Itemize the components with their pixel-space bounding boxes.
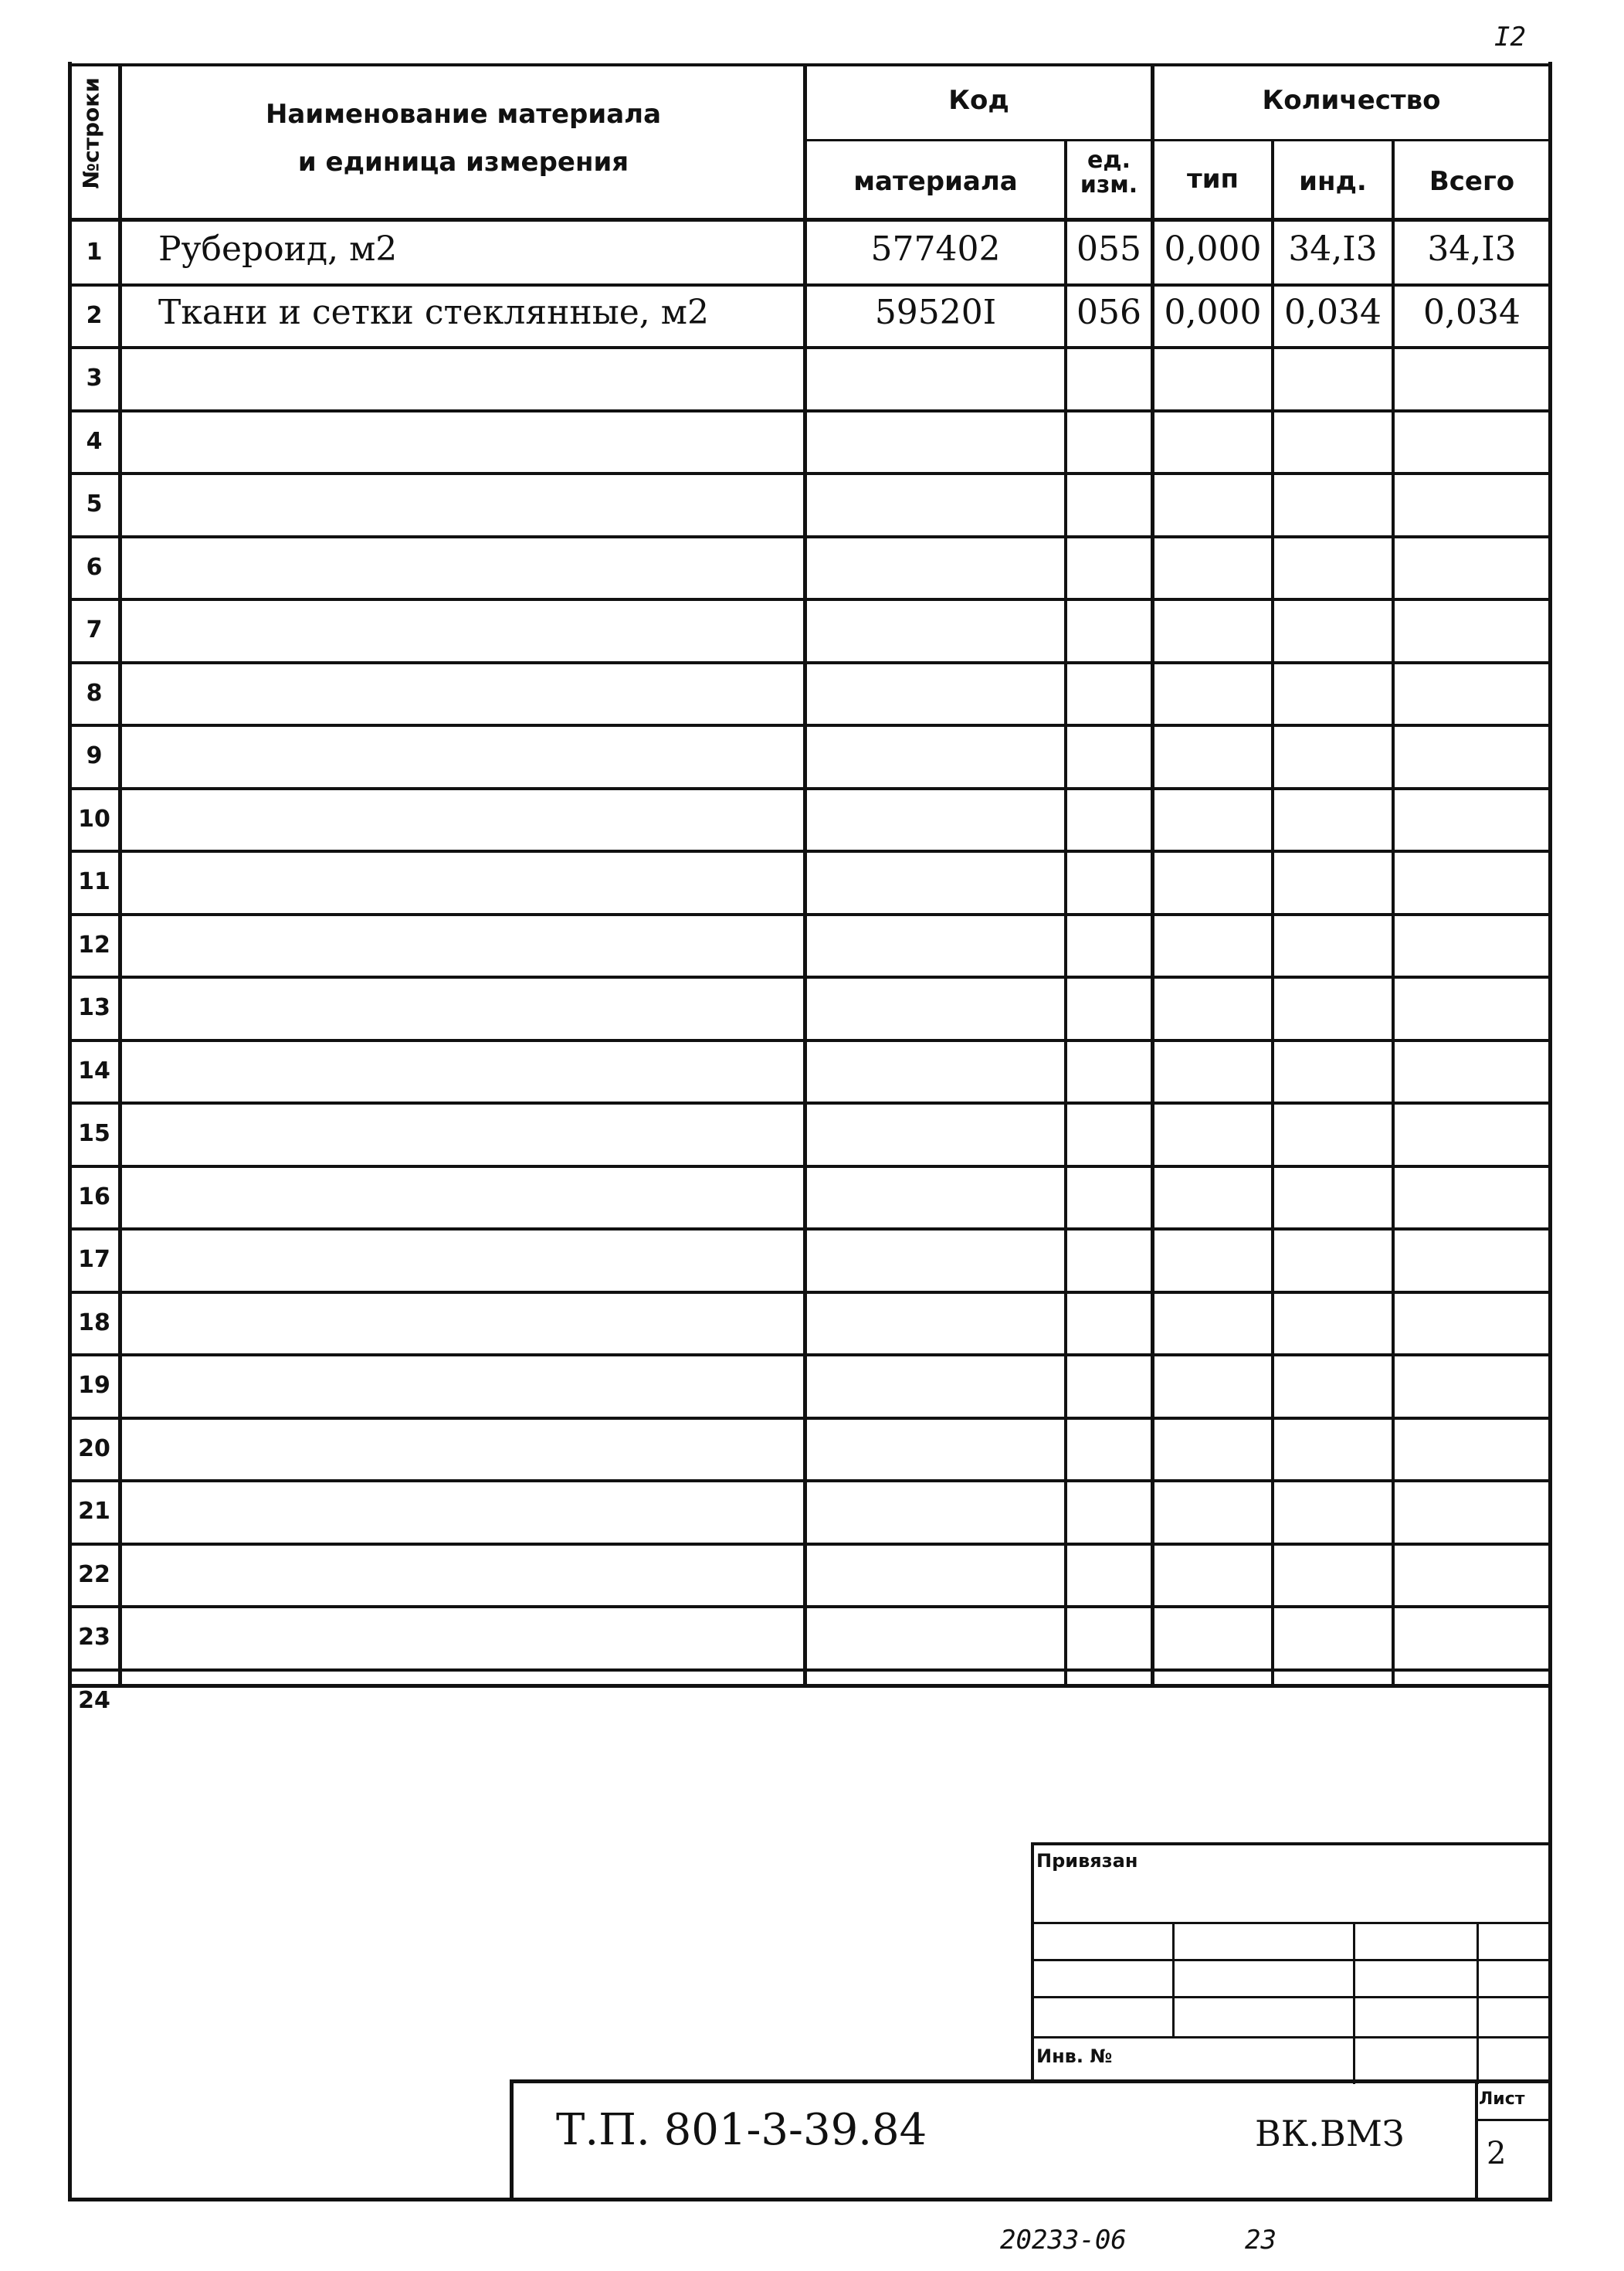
row-number: 10 [78,805,110,833]
row-number: 14 [78,1057,110,1085]
row-divider [68,1479,1551,1482]
row-divider [68,1543,1551,1546]
row-number: 15 [78,1120,110,1147]
header-qty-total: Всего [1429,166,1515,197]
doc-number: Т.П. 801-3-39.84 [556,2105,927,2155]
row-number: 12 [78,931,110,959]
row-divider [68,1605,1551,1608]
doc-code: ВК.ВМЗ [1255,2113,1405,2154]
row-number: 7 [86,616,103,643]
row-number: 16 [78,1183,110,1210]
row-number: 6 [86,553,103,581]
row-number: 22 [78,1560,110,1588]
row-divider [68,850,1551,853]
qty-type: 0,000 [1164,229,1262,269]
row-number: 5 [86,491,103,518]
row-divider [68,976,1551,979]
header-qty-ind: инд. [1299,166,1367,197]
row-number: 20 [78,1434,110,1462]
row-number: 19 [78,1372,110,1399]
row-divider [68,1291,1551,1294]
row-divider [68,346,1551,349]
corner-mark: I2 [1494,22,1526,53]
material-code: 577402 [870,229,1001,269]
header-code-material: материала [853,166,1018,197]
row-number: 3 [86,365,103,392]
row-divider [68,913,1551,916]
row-divider [68,598,1551,601]
row-divider [68,1417,1551,1420]
row-divider [68,1227,1551,1231]
row-divider [68,472,1551,475]
row-divider [68,283,1551,287]
row-divider [68,1353,1551,1356]
material-name: Рубероид, м2 [158,229,398,269]
qty-total: 0,034 [1423,292,1521,332]
row-number: 2 [86,301,103,329]
row-divider [68,1668,1551,1672]
qty-type: 0,000 [1164,292,1262,332]
row-number: 4 [86,427,103,455]
stamp-linked-label: Привязан [1036,1850,1138,1872]
row-number: 11 [78,868,110,895]
unit-code: 055 [1076,229,1141,269]
stamp-inv-label: Инв. № [1036,2045,1113,2067]
sheet-number: 2 [1487,2136,1507,2171]
row-divider [68,409,1551,412]
row-number: 8 [86,679,103,707]
header-name-line2: и единица измерения [297,147,629,178]
row-divider [68,1039,1551,1042]
qty-total: 34,I3 [1427,229,1517,269]
material-name: Ткани и сетки стеклянные, м2 [158,292,710,332]
page-number: 23 [1245,2225,1276,2256]
order-number: 20233-06 [1000,2225,1127,2256]
row-number: 24 [78,1686,110,1714]
header-name-line1: Наименование материала [265,99,662,130]
row-number: 18 [78,1309,110,1336]
row-divider [68,661,1551,664]
row-divider [68,1165,1551,1168]
row-number: 13 [78,994,110,1021]
row-number: 17 [78,1246,110,1273]
row-number: 9 [86,742,103,769]
row-divider [68,724,1551,727]
row-number: 1 [86,239,103,266]
row-number: 21 [78,1498,110,1525]
unit-code: 056 [1076,292,1141,332]
row-divider [68,787,1551,790]
header-code-unit: ед. изм. [1080,147,1138,199]
row-number: 23 [78,1624,110,1651]
qty-ind: 0,034 [1284,292,1382,332]
header-row-number: №строки [78,77,104,189]
row-divider [68,1102,1551,1105]
sheet-label: Лист [1479,2089,1525,2109]
material-code: 59520I [874,292,997,332]
header-code-group: Код [948,85,1009,116]
header-qty-type: тип [1186,164,1239,195]
header-qty-group: Количество [1262,85,1441,116]
row-divider [68,535,1551,538]
qty-ind: 34,I3 [1288,229,1378,269]
